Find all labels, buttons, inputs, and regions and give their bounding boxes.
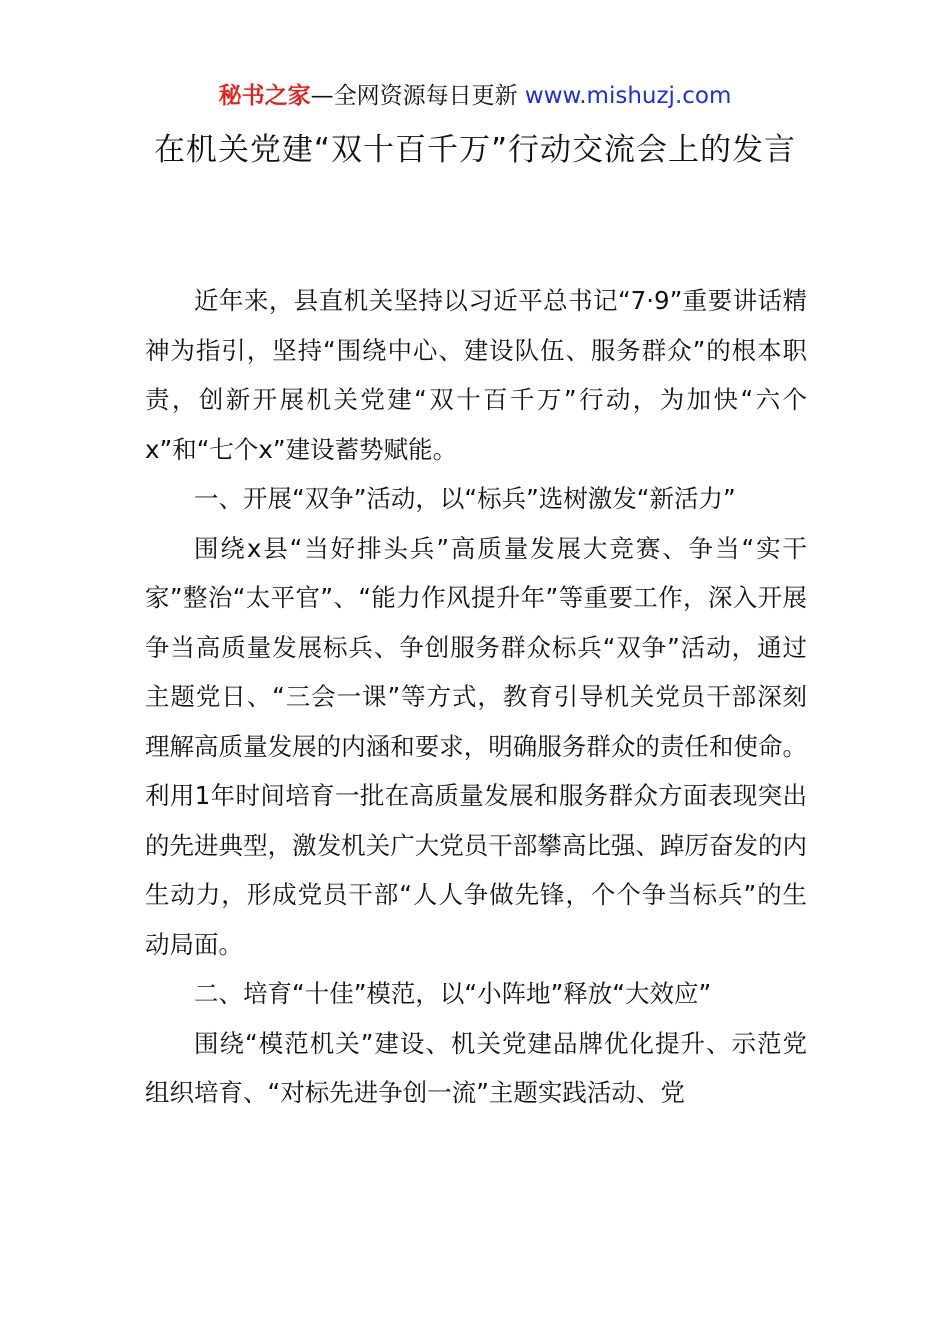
section-heading-1: 一、开展“双争”活动，以“标兵”选树激发“新活力” xyxy=(194,484,736,513)
document-body xyxy=(145,276,807,1118)
section-2-paragraph: 围绕“模范机关”建设、机关党建品牌优化提升、示范党组织培育、“对标先进争创一流”主题实践活动、党 xyxy=(145,1028,807,1107)
intro-paragraph: 近年来，县直机关坚持以习近平总书记“7·9”重要讲话精神为指引，坚持“围绕中心、建设队伍、服务群众”的根本职责，创新开展机关党建“双十百千万”行动，为加快“六个x”和“七个x”建设蓄势赋能。 xyxy=(145,286,807,464)
section-1-paragraph: 围绕x县“当好排头兵”高质量发展大竞赛、争当“实干家”整治“太平官”、“能力作风提升年”等重要工作，深入开展争当高质量发展标兵、争创服务群众标兵“双争”活动，通过主题党日、“三会一课”等方式，教育引导机关党员干部深刻理解高质量发展的内涵和要求，明确服务群众的责任和使命。利用1年时间培育一批在高质量发展和服务群众方面表现突出的先进典型，激发机关广大党员干部攀高比强、踔厉奋发的内生动力，形成党员干部“人人争做先锋，个个争当标兵”的生动局面。 xyxy=(145,533,807,959)
site-header xyxy=(0,80,950,112)
site-url-link[interactable]: www.mishuzj.com xyxy=(524,83,732,109)
document-title: 在机关党建“双十百千万”行动交流会上的发言 xyxy=(153,132,797,168)
site-brand: 秘书之家 xyxy=(218,83,311,109)
section-heading-2: 二、培育“十佳”模范，以“小阵地”释放“大效应” xyxy=(194,979,712,1008)
site-tagline: —全网资源每日更新 xyxy=(310,83,525,109)
